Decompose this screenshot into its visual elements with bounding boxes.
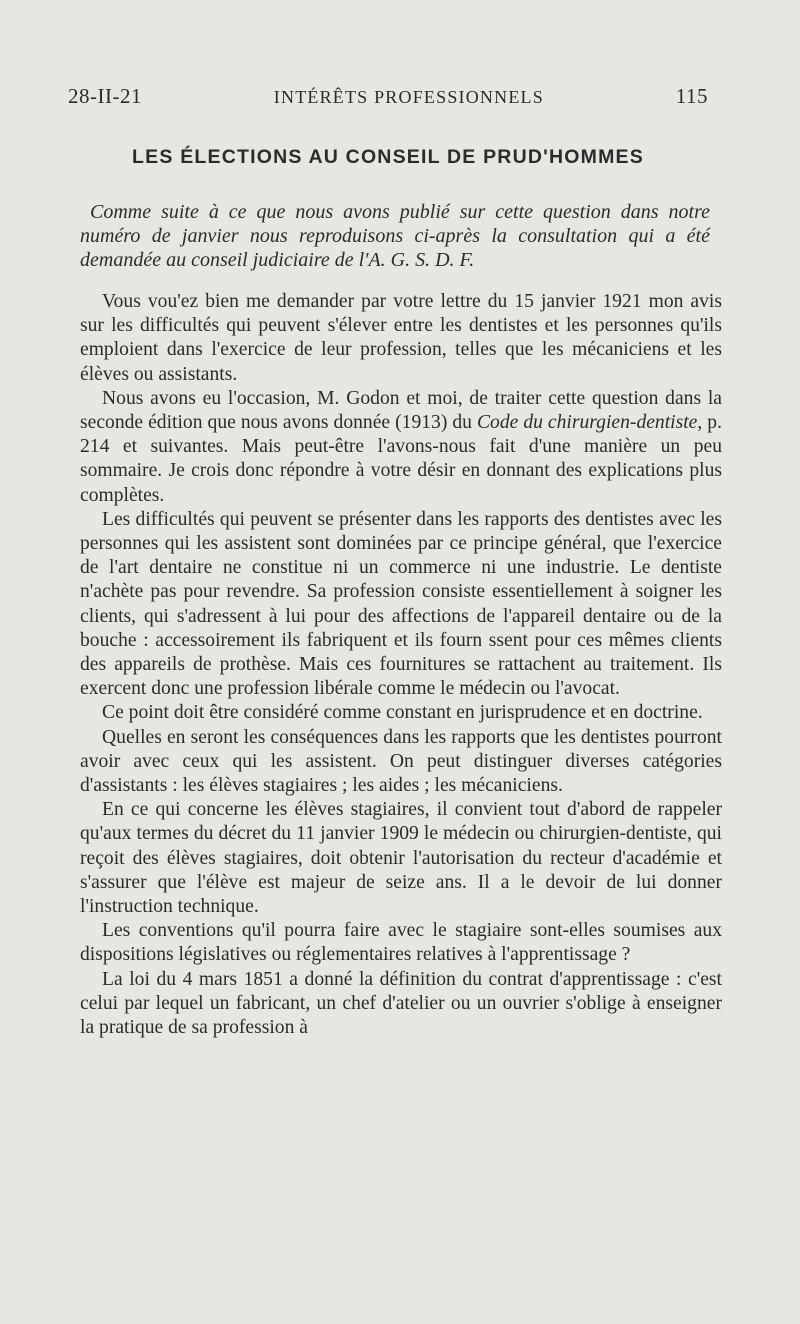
paragraph: Les conventions qu'il pourra faire avec le stagiaire sont-elles soumises aux dispositions législatives ou réglementaires relatives à l'apprentissage ? (80, 920, 722, 966)
page-number: 115 (675, 84, 708, 108)
paragraph: En ce qui concerne les élèves stagiaires, il convient tout d'abord de rappeler qu'aux termes du décret du 11 janvier 1909 le médecin ou chirurgien-dentiste, qui reçoit des élèves stagiaires, doit obtenir l'autorisation du recteur d'académie et s'assurer que l'élève est majeur de seize ans. Il a le devoir de lui donner l'instruction technique. (80, 799, 722, 918)
paragraph-text: Nous avons eu l'occasion, M. Godon et moi, de traiter cette question dans la seconde édition que nous avons donnée (1913) du (80, 387, 722, 434)
article-title: LES ÉLECTIONS AU CONSEIL DE PRUD'HOMMES (132, 146, 644, 168)
paragraph (80, 387, 722, 508)
cited-title: Code du chirurgien-dentiste (476, 412, 698, 434)
paragraph: Quelles en seront les conséquences dans les rapports que les dentistes pourront avoir avec ceux qui les assistent. On peut distinguer diverses catégories d'assistants : les élèves stagiaires ; les aides ; les mécaniciens. (80, 726, 722, 797)
paragraph-text: , p. 214 et suivantes. Mais peut-être l'avons-nous fait d'une manière un peu sommaire. Je crois donc répondre à votre désir en donnant des explications plus complètes. (80, 412, 722, 506)
paragraph: Vous vou'ez bien me demander par votre lettre du 15 janvier 1921 mon avis sur les difficultés qui peuvent s'élever entre les dentistes et les personnes qu'ils emploient dans l'exercice de leur profession, telles que les mécaniciens et les élèves ou assistants. (80, 291, 722, 385)
paragraph: Ce point doit être considéré comme constant en jurisprudence et en doctrine. (102, 702, 703, 724)
paragraph: Les difficultés qui peuvent se présenter dans les rapports des dentistes avec les personnes qui les assistent sont dominées par ce principe général, que l'exercice de l'art dentaire ne constitue ni un commerce ni une industrie. Le dentiste n'achète pas pour revendre. Sa profession consiste essentiellement à soigner les clients, qui s'adressent à lui pour des affections de l'appareil dentaire ou de la bouche : accessoirement ils fabriquent et ils fourn ssent pour ces mêmes clients des appareils de prothèse. Mais ces fournitures se rattachent au traitement. Ils exercent donc une profession libérale comme le médecin ou l'avocat. (80, 508, 722, 700)
article-body (80, 290, 722, 1040)
paragraph: La loi du 4 mars 1851 a donné la définition du contrat d'apprentissage : c'est celui par lequel un fabricant, un chef d'atelier ou un ouvrier s'oblige à enseigner la pratique de sa profession à (80, 968, 722, 1039)
article-intro: Comme suite à ce que nous avons publié sur cette question dans notre numéro de janvier nous reproduisons ci-après la consultation qui a été demandée au conseil judiciaire de l'A. G. S. D. F. (80, 201, 710, 271)
running-header (68, 84, 708, 109)
header-date: 28-II-21 (68, 84, 142, 108)
header-section: INTÉRÊTS PROFESSIONNELS (273, 87, 544, 107)
